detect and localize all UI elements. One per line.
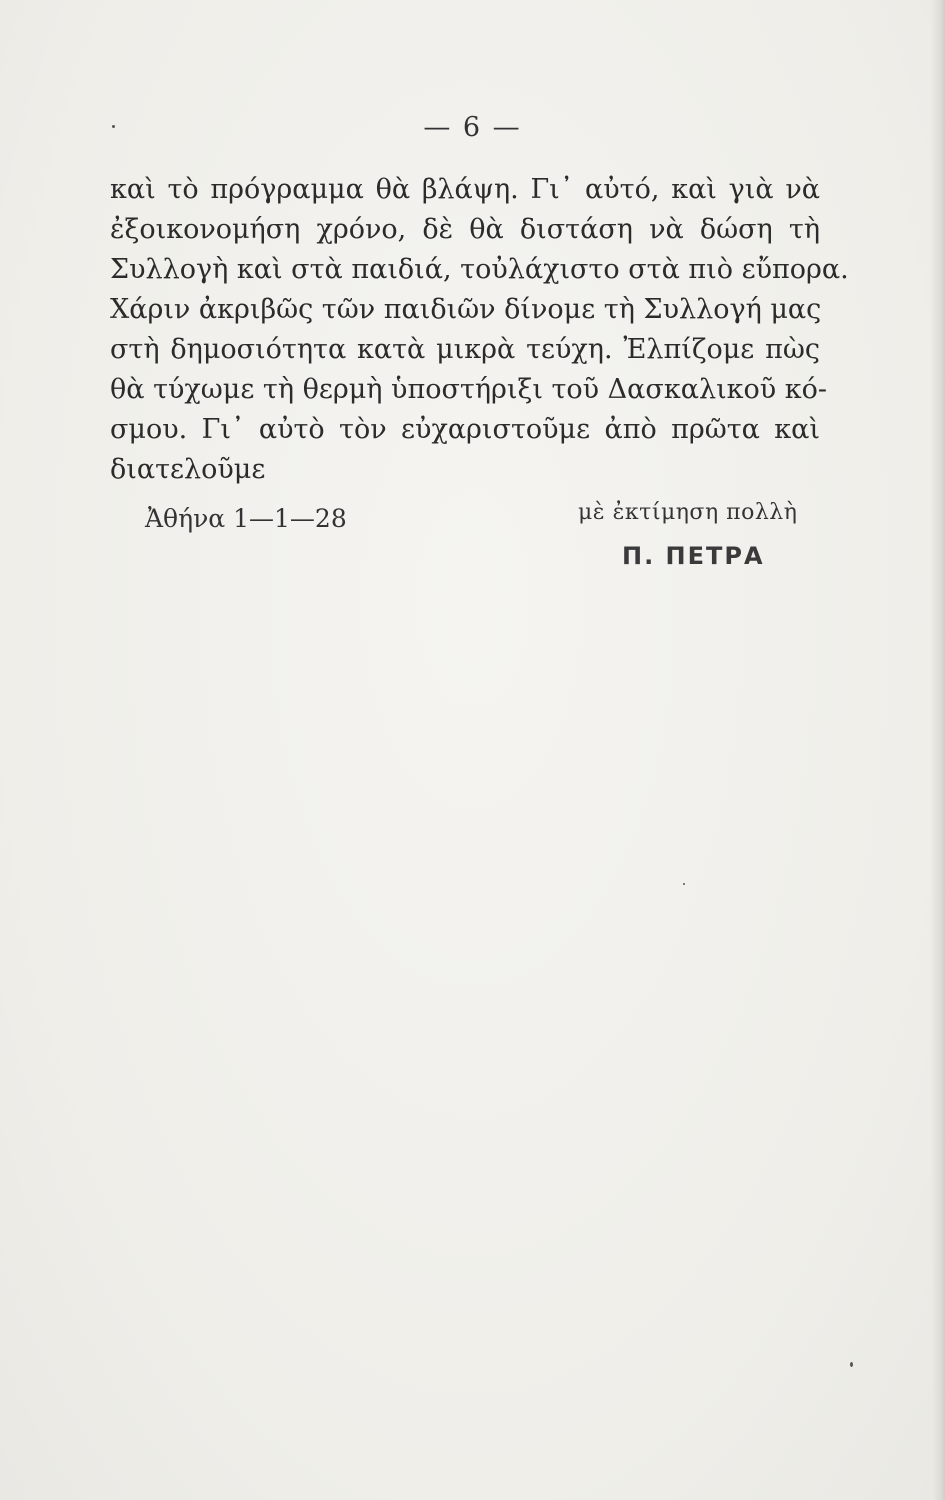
- page-number: — 6 —: [423, 112, 522, 143]
- body-paragraph: [110, 170, 849, 490]
- text-line: στὴ δημοσιότητα κατὰ μικρὰ τεύχη. Ἐλπίζομε πὼς: [110, 334, 820, 365]
- closing-phrase: μὲ ἐκτίμηση πολλὴ: [578, 500, 798, 525]
- paper-speck: [683, 883, 685, 885]
- text-line: διατελοῦμε: [110, 454, 266, 485]
- text-line: ἐξοικονομήση χρόνο, δὲ θὰ διστάση νὰ δώση τὴ: [110, 214, 820, 245]
- text-line: σμου. Γι᾽ αὐτὸ τὸν εὐχαριστοῦμε ἀπὸ πρῶτα καὶ: [110, 414, 820, 445]
- page-edge-shadow: [931, 0, 945, 1500]
- paper-speck: [850, 1362, 853, 1367]
- signature: Π. ΠΕΤΡΑ: [622, 542, 765, 570]
- dateline: Ἀθήνα 1—1—28: [145, 504, 347, 533]
- text-line: Χάριν ἀκριβῶς τῶν παιδιῶν δίνομε τὴ Συλλογή μας: [110, 294, 822, 325]
- text-line: θὰ τύχωμε τὴ θερμὴ ὑποστήριξι τοῦ Δασκαλικοῦ κό-: [110, 374, 828, 405]
- paper-speck: [112, 125, 115, 128]
- text-line: Συλλογὴ καὶ στὰ παιδιά, τοὐλάχιστο στὰ πιὸ εὔπορα.: [110, 254, 849, 285]
- text-line: καὶ τὸ πρόγραμμα θὰ βλάψη. Γι᾽ αὐτό, καὶ γιὰ νὰ: [110, 174, 820, 205]
